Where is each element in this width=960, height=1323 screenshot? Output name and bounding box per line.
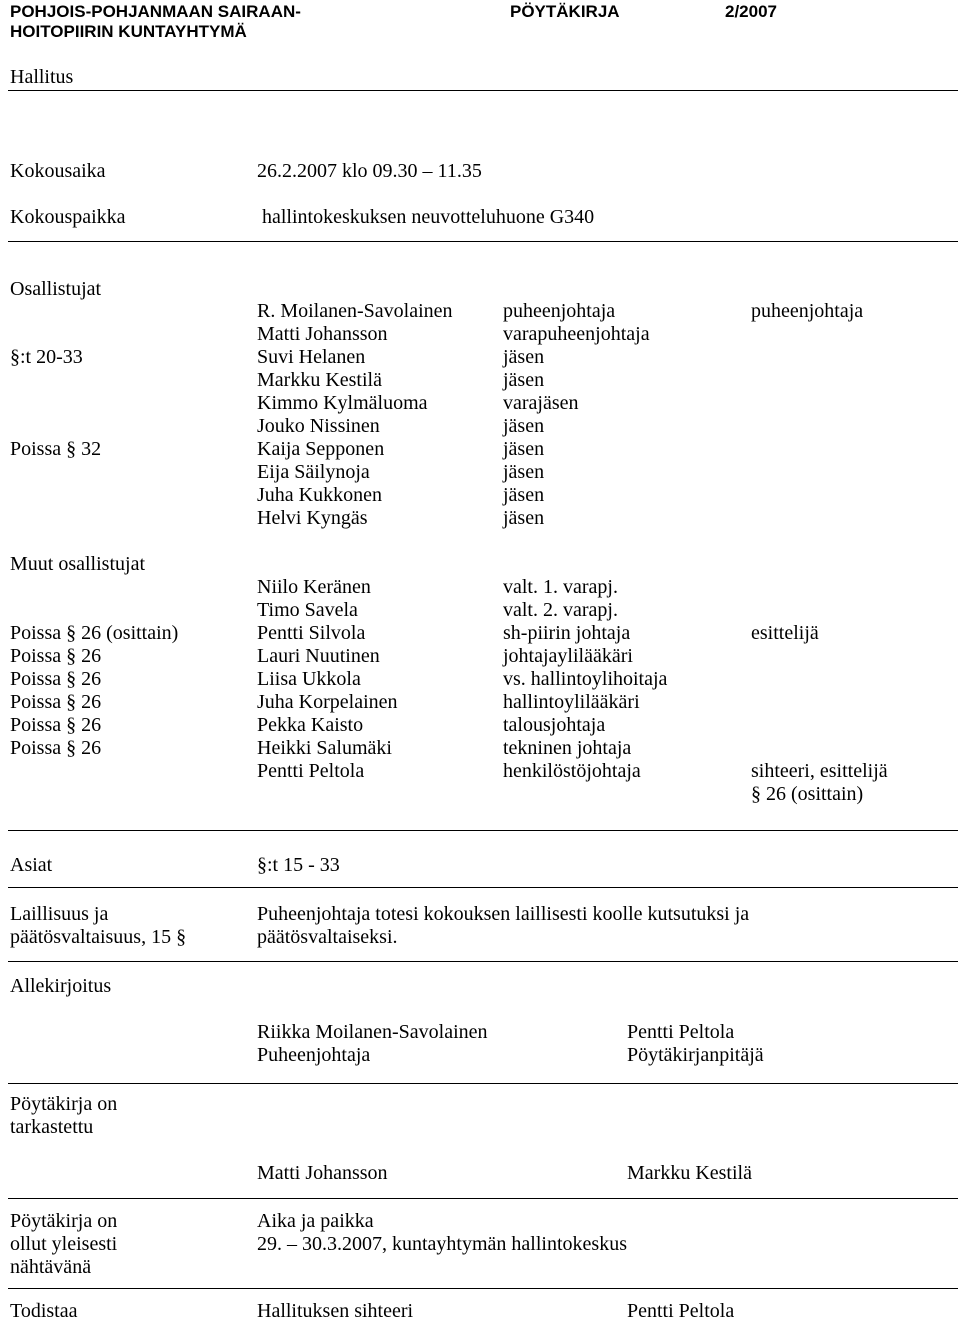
member-name: Jouko Nissinen (257, 415, 380, 437)
signature-secretary-name: Pentti Peltola (627, 1021, 735, 1043)
certify-secretary-name: Pentti Peltola (627, 1300, 735, 1322)
member-role: jäsen (503, 438, 545, 460)
other-role: tekninen johtaja (503, 737, 632, 759)
participants-divider (8, 830, 958, 831)
other-name: Niilo Keränen (257, 576, 371, 598)
display-label-line3: nähtävänä (10, 1256, 92, 1278)
other-note-continued: § 26 (osittain) (751, 783, 864, 805)
other-name: Juha Korpelainen (257, 691, 398, 713)
reviewer-1-name: Matti Johansson (257, 1162, 388, 1184)
reviewer-2-name: Markku Kestilä (627, 1162, 752, 1184)
doc-number: 2/2007 (725, 2, 777, 21)
member-note: puheenjohtaja (751, 300, 864, 322)
certify-secretary-title: Hallituksen sihteeri (257, 1300, 414, 1322)
display-divider (8, 1288, 958, 1289)
member-role: varajäsen (503, 392, 579, 414)
other-role: valt. 1. varapj. (503, 576, 618, 598)
member-name: Kimmo Kylmäluoma (257, 392, 428, 414)
member-name: Kaija Sepponen (257, 438, 385, 460)
signature-chair-name: Riikka Moilanen-Savolainen (257, 1021, 488, 1043)
other-role: henkilöstöjohtaja (503, 760, 641, 782)
other-note: sihteeri, esittelijä (751, 760, 888, 782)
member-name: Markku Kestilä (257, 369, 382, 391)
signatures-divider (8, 1083, 958, 1084)
others-label: Muut osallistujat (10, 553, 145, 575)
meeting-divider (8, 241, 958, 242)
member-name: R. Moilanen-Savolainen (257, 300, 453, 322)
member-name: Eija Säilynoja (257, 461, 370, 483)
signatures-label: Allekirjoitus (10, 975, 112, 997)
other-role: sh-piirin johtaja (503, 622, 631, 644)
org-name-line1: POHJOIS-POHJANMAAN SAIRAAN- (10, 2, 301, 21)
matters-value: §:t 15 - 33 (257, 854, 340, 876)
member-role: varapuheenjohtaja (503, 323, 650, 345)
header-divider (8, 90, 958, 91)
other-name: Pekka Kaisto (257, 714, 364, 736)
participants-sections-note: §:t 20-33 (10, 346, 83, 368)
member-name: Suvi Helanen (257, 346, 366, 368)
signature-chair-title: Puheenjohtaja (257, 1044, 371, 1066)
other-absence: Poissa § 26 (osittain) (10, 622, 179, 644)
other-role: talousjohtaja (503, 714, 606, 736)
display-value: 29. – 30.3.2007, kuntayhtymän hallintokeskus (257, 1233, 627, 1255)
review-label-line1: Pöytäkirja on (10, 1093, 118, 1115)
member-name: Juha Kukkonen (257, 484, 382, 506)
other-absence: Poissa § 26 (10, 737, 102, 759)
participants-label: Osallistujat (10, 278, 102, 300)
member-name: Matti Johansson (257, 323, 388, 345)
member-role: jäsen (503, 484, 545, 506)
matters-label: Asiat (10, 854, 53, 876)
other-name: Lauri Nuutinen (257, 645, 380, 667)
participants-absence-note: Poissa § 32 (10, 438, 102, 460)
other-absence: Poissa § 26 (10, 691, 102, 713)
other-name: Heikki Salumäki (257, 737, 392, 759)
other-note: esittelijä (751, 622, 819, 644)
other-name: Liisa Ukkola (257, 668, 361, 690)
legality-text-line1: Puheenjohtaja totesi kokouksen laillisesti koolle kutsutuksi ja (257, 903, 750, 925)
meeting-place-value: hallintokeskuksen neuvotteluhuone G340 (262, 206, 595, 228)
legality-label-line1: Laillisuus ja (10, 903, 109, 925)
doc-type: PÖYTÄKIRJA (510, 2, 620, 21)
member-role: jäsen (503, 415, 545, 437)
member-role: jäsen (503, 369, 545, 391)
member-role: jäsen (503, 346, 545, 368)
other-name: Timo Savela (257, 599, 358, 621)
meeting-time-value: 26.2.2007 klo 09.30 – 11.35 (257, 160, 482, 182)
member-name: Helvi Kyngäs (257, 507, 368, 529)
other-name: Pentti Silvola (257, 622, 366, 644)
other-absence: Poissa § 26 (10, 668, 102, 690)
certify-label: Todistaa (10, 1300, 78, 1322)
legality-text-line2: päätösvaltaiseksi. (257, 926, 398, 948)
other-role: vs. hallintoylihoitaja (503, 668, 668, 690)
review-divider (8, 1198, 958, 1199)
matters-divider (8, 887, 958, 888)
legality-divider (8, 961, 958, 962)
display-label-line2: ollut yleisesti (10, 1233, 118, 1255)
other-absence: Poissa § 26 (10, 645, 102, 667)
review-label-line2: tarkastettu (10, 1116, 94, 1138)
org-name-line2: HOITOPIIRIN KUNTAYHTYMÄ (10, 22, 247, 41)
meeting-time-label: Kokousaika (10, 160, 106, 182)
meeting-place-label: Kokouspaikka (10, 206, 126, 228)
signature-secretary-title: Pöytäkirjanpitäjä (627, 1044, 764, 1066)
other-role: hallintoylilääkäri (503, 691, 640, 713)
governing-body: Hallitus (10, 66, 74, 88)
member-role: jäsen (503, 507, 545, 529)
other-role: valt. 2. varapj. (503, 599, 618, 621)
other-name: Pentti Peltola (257, 760, 365, 782)
display-heading: Aika ja paikka (257, 1210, 374, 1232)
legality-label-line2: päätösvaltaisuus, 15 § (10, 926, 187, 948)
display-label-line1: Pöytäkirja on (10, 1210, 118, 1232)
member-role: jäsen (503, 461, 545, 483)
other-role: johtajaylilääkäri (503, 645, 633, 667)
other-absence: Poissa § 26 (10, 714, 102, 736)
member-role: puheenjohtaja (503, 300, 616, 322)
